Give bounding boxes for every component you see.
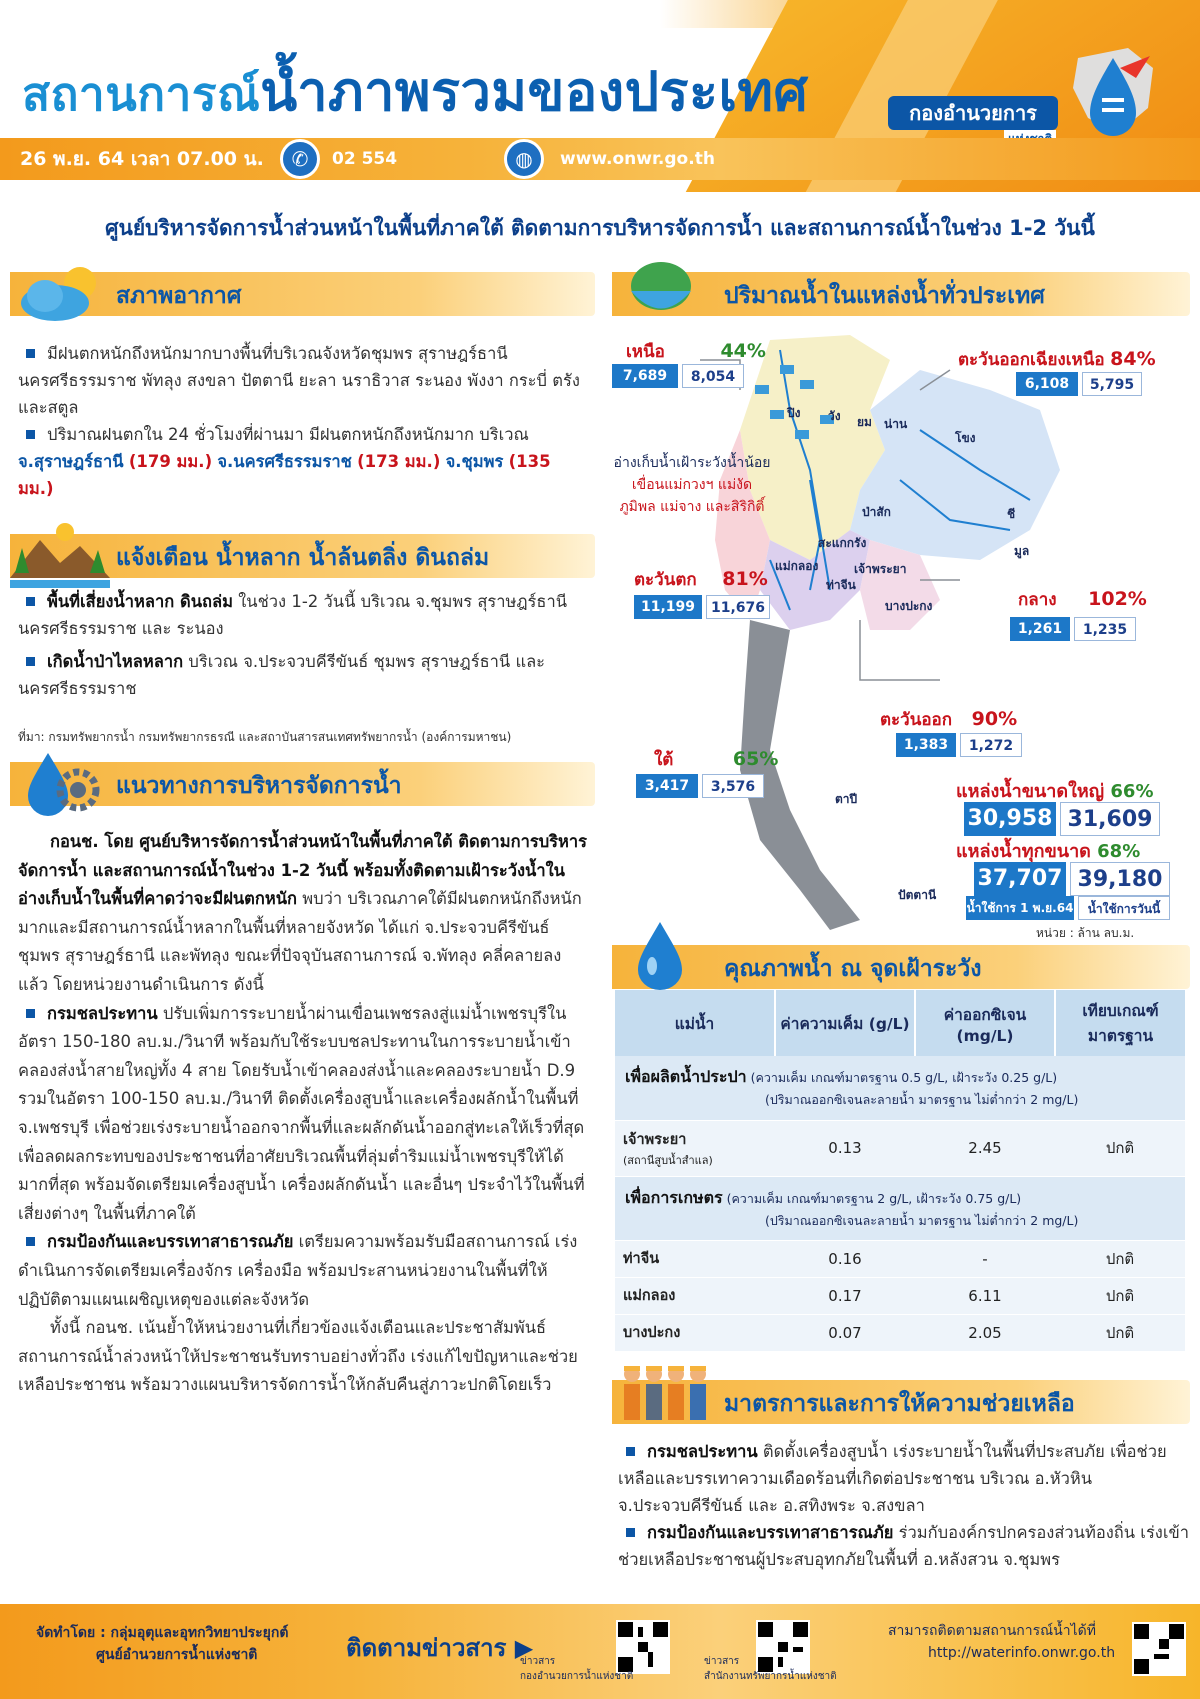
bullet-icon xyxy=(26,1237,35,1246)
warning-title: แจ้งเตือน น้ำหลาก น้ำล้นตลิ่ง ดินถล่ม xyxy=(116,545,490,571)
north-value-nov1: 7,689 xyxy=(612,364,678,388)
east-value-nov1: 1,383 xyxy=(896,733,956,757)
source-note: ที่มา: กรมทรัพยากรน้ำ กรมทรัพยากรธรณี และสถาบันสารสนเทศทรัพยากรน้ำ (องค์การมหาชน) xyxy=(18,730,512,744)
measures-title: มาตรการและการให้ความช่วยเหลือ xyxy=(724,1391,1075,1417)
col-oxygen: ค่าออกซิเจน (mg/L) xyxy=(915,990,1055,1056)
northeast-value-today: 5,795 xyxy=(1082,372,1142,396)
region-north: เหนือ 44% xyxy=(626,340,766,362)
unit-label: หน่วย : ล้าน ลบ.ม. xyxy=(1036,926,1135,940)
all-value-nov1: 37,707 xyxy=(974,862,1066,896)
all-sources-label: แหล่งน้ำทุกขนาด 68% xyxy=(956,841,1141,862)
river-label: ปัตตานี xyxy=(898,888,937,902)
region-northeast: ตะวันออกเฉียงเหนือ 84% xyxy=(958,348,1156,370)
large-value-nov1: 30,958 xyxy=(964,802,1056,836)
bullet-icon xyxy=(26,597,35,606)
region-west: ตะวันตก 81% xyxy=(634,568,768,590)
river-label: เจ้าพระยา xyxy=(854,562,907,576)
river-label: บางปะกง xyxy=(885,599,933,613)
subheadline: ศูนย์บริหารจัดการน้ำส่วนหน้าในพื้นที่ภาคใต้ ติดตามการบริหารจัดการน้ำ และสถานการณ์น้ำในช่วง 1-2 วันนี้ xyxy=(105,216,1095,240)
water-gear-icon xyxy=(10,748,110,818)
bullet-icon xyxy=(626,1447,635,1456)
qr1-caption: ข่าวสาร กองอำนวยการน้ำแห่งชาติ xyxy=(520,1656,634,1682)
river-label: ตาปี xyxy=(835,792,858,806)
reservoir-globe-icon xyxy=(616,256,716,326)
river-label: ป่าสัก xyxy=(862,505,891,519)
col-salinity: ค่าความเค็ม (g/L) xyxy=(775,990,915,1056)
river-label: แม่กลอง xyxy=(775,559,819,573)
group-tap-water: เพื่อผลิตน้ำประปา (ความเค็ม เกณฑ์มาตรฐาน 0.5 g/L, เฝ้าระวัง 0.25 g/L) (ปริมาณออกซิเจนละลายน้ำ มาตรฐาน ไม่ต่ำกว่า 2 mg/L) xyxy=(615,1056,1185,1120)
dam-label: วัง xyxy=(828,409,841,423)
weather-text: มีฝนตกหนักถึงหนักมากบางพื้นที่บริเวณจังหวัดชุมพร สุราษฎร์ธานี นครศรีธรรมราช พัทลุง สงขลา ปัตตานี ยะลา นราธิวาส ระนอง พังงา กระบี่ ตรัง และสตูล ปริมาณฝนตกใน 24 ชั่วโมงที่ผ่านมา มีฝนตกหนักถึงหนักมาก บริเวณ จ.สุราษฎร์ธานี (179 มม.) จ.นครศรีธรรมราช (173 มม.) จ.ชุมพร (135 มม.) xyxy=(18,344,580,498)
table-row: บางปะกง 0.07 2.05 ปกติ xyxy=(615,1314,1185,1351)
management-text: กอนช. โดย ศูนย์บริหารจัดการน้ำส่วนหน้าในพื้นที่ภาคใต้ ติดตามการบริหารจัดการน้ำ และสถานการณ์น้ำในช่วง 1-2 วันนี้ พร้อมทั้งติดตามเฝ้าระวังน้ำในอ่างเก็บน้ำในพื้นที่คาดว่าจะมีฝนตกหนัก พบว่า บริเวณภาคใต้มีฝนตกหนักถึงหนักมากและมีสถานการณ์น้ำหลากในพื้นที่หลายจังหวัด ได้แก่ จ.ประจวบคีรีขันธ์ ชุมพร สุราษฎร์ธานี และพัทลุง ขณะที่ปัจจุบันสถานการณ์ จ.พัทลุง คลี่คลายลงแล้ว โดยหน่วยงานดำเนินการ ดังนี้ กรมชลประทาน ปรับเพิ่มการระบายน้ำผ่านเขื่อนเพชรลงสู่แม่น้ำเพชรบุรีในอัตรา 150-180 ลบ.ม./วินาที พร้อมกับใช้ระบบชลประทานในการระบายน้ำเข้าคลองส่งน้ำสายใหญ่ทั้ง 4 สาย โดยรับน้ำเข้าคลองส่งน้ำและคลองระบายน้ำ D.9 รวมในอัตรา 100-150 ลบ.ม./วินาที ติดตั้งเครื่องสูบน้ำและเครื่องผลักน้ำในพื้นที่ จ.เพชรบุรี เพื่อช่วยเร่งระบายน้ำออกจากพื้นที่และผลักดันน้ำออกสู่ทะเลให้เร็วที่สุด เพื่อลดผลกระทบของประชาชนที่อาศัยบริเวณพื้นที่ลุ่มต่ำริมแม่น้ำเพชรบุรีให้ได้มากที่สุด พร้อมจัดเตรียมเครื่องสูบน้ำ เครื่องผลักดันน้ำ และอื่นๆ ประจำไว้ในพื้นที่เสี่ยงต่างๆ ในพื้นที่ภาคใต้ กรมป้องกันและบรรเทาสาธารณภัย เตรียมความพร้อมรับมือสถานการณ์ เร่งดำเนินการจัดเตรียมเครื่องจักร เครื่องมือ พร้อมประสานหน่วยงานในพื้นที่ให้ปฏิบัติตามแผนเผชิญเหตุของแต่ละจังหวัด ทั้งนี้ กอนช. เน้นย้ำให้หน่วยงานที่เกี่ยวข้องแจ้งเตือนและประชาสัมพันธ์สถานการณ์น้ำล่วงหน้าให้ประชาชนรับทราบอย่างทั่วถึง เร่งแก้ไขปัญหาและช่วยเหลือประชาชน พร้อมวางแผนบริหารจัดการน้ำให้กลับคืนสู่ภาวะปกติโดยเร็ว xyxy=(18,832,588,1395)
dam-label: ปิง xyxy=(787,406,801,420)
table-row: แม่กลอง 0.17 6.11 ปกติ xyxy=(615,1277,1185,1314)
footer xyxy=(0,1604,1200,1699)
bullet-icon xyxy=(626,1528,635,1537)
col-river: แม่น้ำ xyxy=(615,990,775,1056)
footer-credit: จัดทำโดย : กลุ่มอุตุและอุทกวิทยาประยุกต์ ศูนย์อำนวยการน้ำแห่งชาติ xyxy=(36,1625,289,1663)
river-label: ชี xyxy=(1007,507,1016,521)
west-value-nov1: 11,199 xyxy=(634,595,702,619)
water-drop-logo-icon xyxy=(1058,38,1168,148)
qr2-caption: ข่าวสาร สำนักงานทรัพยากรน้ำแห่งชาติ xyxy=(704,1656,837,1682)
globe-icon: ◍ xyxy=(504,139,544,179)
measures-text: กรมชลประทาน ติดตั้งเครื่องสูบน้ำ เร่งระบายน้ำในพื้นที่ประสบภัย เพื่อช่วยเหลือและบรรเทาความเดือดร้อนที่เกิดต่อประชาชน บริเวณ อ.หัวหิน จ.ประจวบคีรีขันธ์ และ อ.สทิงพระ จ.สงขลา กรมป้องกันและบรรเทาสาธารณภัย ร่วมกับองค์กรปกครองส่วนท้องถิ่น เร่งเข้าช่วยเหลือประชาชนผู้ประสบอุทกภัยในพื้นที่ อ.หลังสวน จ.ชุมพร xyxy=(618,1442,1190,1569)
region-central: กลาง 102% xyxy=(1018,588,1147,610)
region-south: ใต้ 65% xyxy=(654,748,779,770)
management-title: แนวทางการบริหารจัดการน้ำ xyxy=(116,773,402,799)
all-value-today: 39,180 xyxy=(1070,862,1170,896)
page-title: สถานการณ์น้ำภาพรวมของประเทศ xyxy=(22,60,809,123)
east-value-today: 1,272 xyxy=(960,733,1022,757)
waterinfo-link[interactable]: http://waterinfo.onwr.go.th xyxy=(928,1645,1116,1661)
region-east: ตะวันออก 90% xyxy=(880,708,1018,730)
west-value-today: 11,676 xyxy=(706,595,770,619)
large-value-today: 31,609 xyxy=(1060,802,1160,836)
qr-code-icon[interactable] xyxy=(1132,1622,1186,1676)
south-value-today: 3,576 xyxy=(702,774,764,798)
group-agriculture: เพื่อการเกษตร (ความเค็ม เกณฑ์มาตรฐาน 2 g/L, เฝ้าระวัง 0.75 g/L) (ปริมาณออกซิเจนละลายน้ำ มาตรฐาน ไม่ต่ำกว่า 2 mg/L) xyxy=(615,1176,1185,1240)
col-standard: เทียบเกณฑ์มาตรฐาน xyxy=(1055,990,1185,1056)
dam-label: น่าน xyxy=(884,417,908,431)
river-label: สะแกกรัง xyxy=(818,536,867,550)
central-value-today: 1,235 xyxy=(1074,617,1136,641)
footer-waterinfo: สามารถติดตามสถานการณ์น้ำได้ที่ http://waterinfo.onwr.go.th xyxy=(888,1620,1115,1664)
south-value-nov1: 3,417 xyxy=(636,774,698,798)
workers-icon xyxy=(612,1358,712,1428)
cloud-sun-icon xyxy=(10,258,110,328)
river-label: ท่าจีน xyxy=(826,578,856,592)
phone-icon: ✆ xyxy=(280,139,320,179)
legend-today: น้ำใช้การวันนี้ xyxy=(1078,896,1170,920)
river-label: โขง xyxy=(955,431,976,445)
table-row: ท่าจีน 0.16 - ปกติ xyxy=(615,1240,1185,1277)
bullet-icon xyxy=(26,430,35,439)
quality-title: คุณภาพน้ำ ณ จุดเฝ้าระวัง xyxy=(724,956,982,982)
water-quality-table xyxy=(615,990,1185,1352)
weather-title: สภาพอากาศ xyxy=(116,283,242,309)
dam-label: ยม xyxy=(857,415,872,429)
phone-number[interactable]: 02 554 1800 xyxy=(332,149,398,205)
report-date: 26 พ.ย. 64 เวลา 07.00 น. xyxy=(20,148,264,170)
bullet-icon xyxy=(26,1009,35,1018)
water-drop-icon xyxy=(620,920,720,990)
bullet-icon xyxy=(26,657,35,666)
logo-text: กองอำนวยการ xyxy=(888,96,1058,130)
landslide-icon xyxy=(10,518,110,588)
bullet-icon xyxy=(26,349,35,358)
website-link[interactable]: www.onwr.go.th xyxy=(560,149,715,169)
reservoir-title: ปริมาณน้ำในแหล่งน้ำทั่วประเทศ xyxy=(724,283,1045,309)
river-label: มูล xyxy=(1014,544,1030,558)
table-row: เจ้าพระยา (สถานีสูบน้ำสำแล) 0.13 2.45 ปกติ xyxy=(615,1120,1185,1176)
central-value-nov1: 1,261 xyxy=(1010,617,1070,641)
north-value-today: 8,054 xyxy=(682,364,744,388)
legend-nov1: น้ำใช้การ 1 พ.ย.64 xyxy=(966,896,1074,920)
northeast-value-nov1: 6,108 xyxy=(1016,372,1078,396)
follow-news-label: ติดตามข่าวสาร ▶ xyxy=(346,1634,534,1662)
warning-text: พื้นที่เสี่ยงน้ำหลาก ดินถล่ม ในช่วง 1-2 วันนี้ บริเวณ จ.ชุมพร สุราษฎร์ธานี นครศรีธรรมราช และ ระนอง เกิดน้ำป่าไหลหลาก บริเวณ จ.ประจวบคีรีขันธ์ ชุมพร สุราษฎร์ธานี และ นครศรีธรรมราช xyxy=(18,592,567,698)
low-water-note: อ่างเก็บน้ำเฝ้าระวังน้ำน้อย เขื่อนแม่กวงฯ แม่งัด ภูมิพล แม่จาง และสิริกิติ์ xyxy=(613,455,771,515)
large-sources-label: แหล่งน้ำขนาดใหญ่ 66% xyxy=(956,781,1154,802)
